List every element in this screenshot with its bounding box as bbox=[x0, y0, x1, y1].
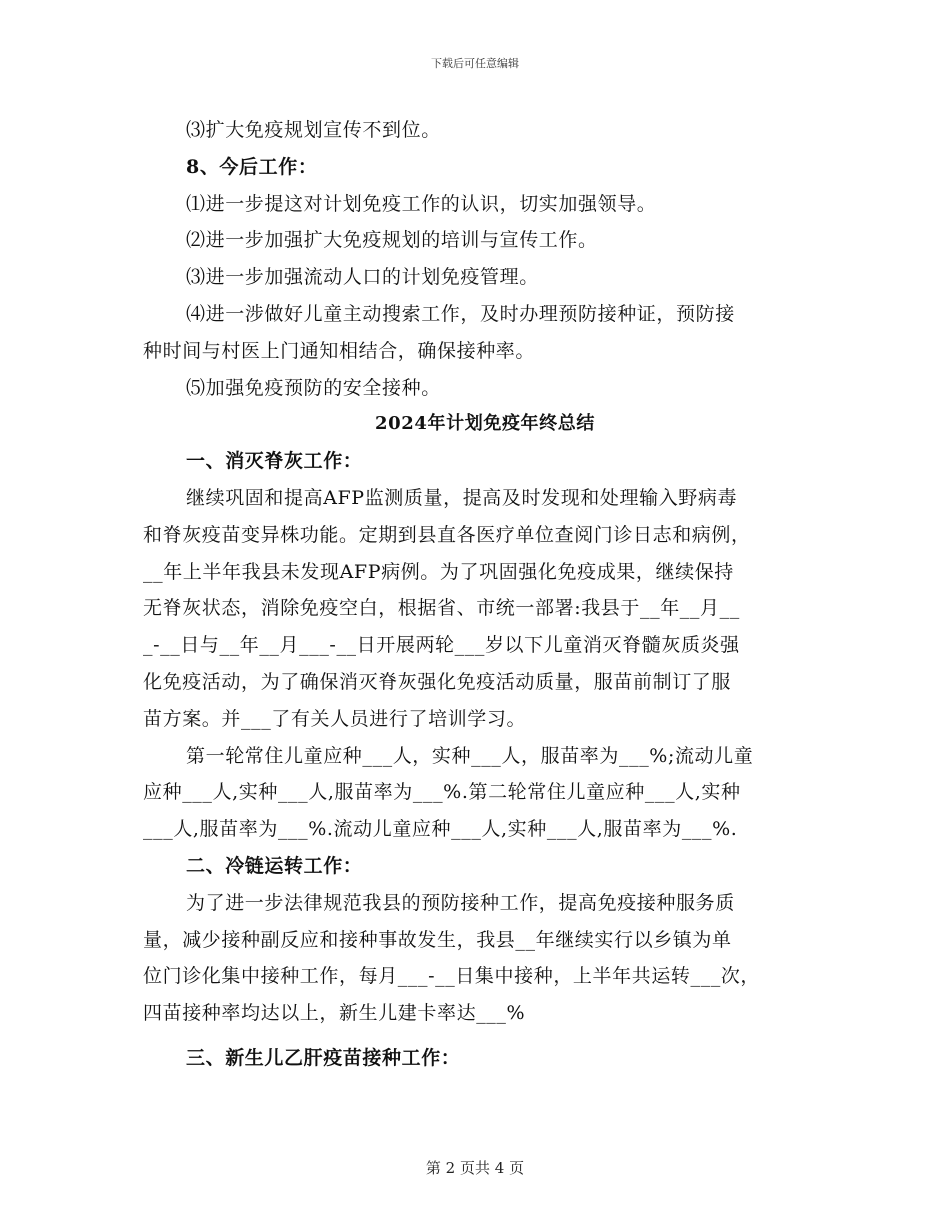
text-line-14: _-__日与__年__月___-__日开展两轮___岁以下儿童消灭脊髓灰质炎强 bbox=[143, 634, 740, 657]
text-line-24: 四苗接种率均达以上，新生儿建卡率达___% bbox=[143, 1002, 526, 1025]
text-line-17: 第一轮常住儿童应种___人，实种___人，服苗率为___%;流动儿童 bbox=[186, 744, 754, 767]
document-body bbox=[143, 112, 807, 1077]
section-heading-3: 三、新生儿乙肝疫苗接种工作： bbox=[186, 1046, 461, 1069]
text-line-2: ⑴进一步提这对计划免疫工作的认识，切实加强领导。 bbox=[186, 192, 657, 215]
text-line-0: ⑶扩大免疫规划宣传不到位。 bbox=[186, 119, 441, 141]
text-line-16: 苗方案。并___了有关人员进行了培训学习。 bbox=[143, 707, 527, 730]
text-line-5: ⑷进一涉做好儿童主动搜索工作，及时办理预防接种证，预防接 bbox=[186, 302, 735, 325]
page-footer: 第 2 页共 4 页 bbox=[425, 1159, 525, 1177]
text-line-23: 位门诊化集中接种工作，每月___-__日集中接种，上半年共运转___次， bbox=[143, 965, 761, 988]
text-line-15: 化免疫活动，为了确保消灭脊灰强化免疫活动质量，服苗前制订了服 bbox=[143, 670, 732, 693]
text-line-13: 无脊灰状态，消除免疫空白，根据省、市统一部署:我县于__年__月__ bbox=[143, 597, 740, 620]
text-line-12: __年上半年我县未发现AFP病例。为了巩固强化免疫成果，继续保持 bbox=[143, 560, 734, 583]
text-line-7: ⑸加强免疫预防的安全接种。 bbox=[186, 376, 441, 399]
text-line-3: ⑵进一步加强扩大免疫规划的培训与宣传工作。 bbox=[186, 229, 598, 252]
text-line-21: 为了进一步法律规范我县的预防接种工作，提高免疫接种服务质 bbox=[186, 891, 735, 914]
document-title: 2024年计划免疫年终总结 bbox=[375, 413, 595, 435]
section-heading-2: 二、冷链运转工作： bbox=[186, 854, 363, 877]
section-heading-8: 8、今后工作： bbox=[186, 155, 318, 178]
text-line-19: ___人,服苗率为___%.流动儿童应种___人,实种___人,服苗率为___%. bbox=[143, 818, 738, 841]
text-line-18: 应种___人,实种___人,服苗率为___%.第二轮常住儿童应种___人,实种 bbox=[143, 781, 741, 804]
text-line-4: ⑶进一步加强流动人口的计划免疫管理。 bbox=[186, 266, 539, 289]
page-header: 下载后可任意编辑 bbox=[431, 57, 519, 70]
text-line-10: 继续巩固和提高AFP监测质量，提高及时发现和处理输入野病毒 bbox=[186, 486, 738, 509]
text-line-6: 种时间与村医上门通知相结合，确保接种率。 bbox=[143, 339, 536, 362]
text-line-22: 量，减少接种副反应和接种事故发生，我县__年继续实行以乡镇为单 bbox=[143, 928, 732, 951]
section-heading-1: 一、消灭脊灰工作： bbox=[186, 450, 363, 473]
text-line-11: 和脊灰疫苗变异株功能。定期到县直各医疗单位查阅门诊日志和病例， bbox=[143, 523, 751, 546]
